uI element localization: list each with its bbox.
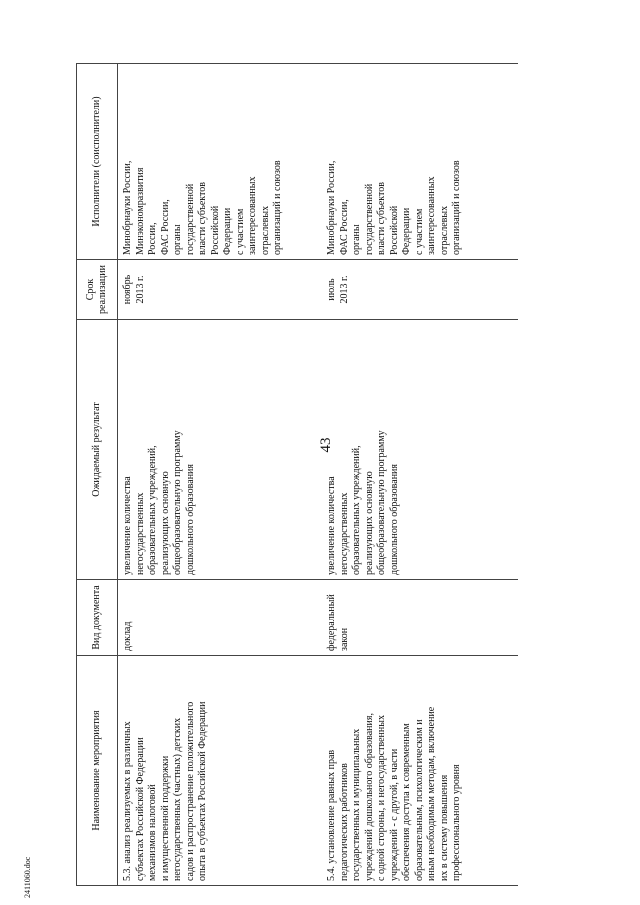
cell-text-line: организаций и союзов [272,160,283,255]
cell-text-line: России, [147,222,158,255]
header-name: Наименование мероприятия [77,656,118,886]
cell-text-line: Минобрнауки России, [122,160,133,255]
cell-text-line: негосударственных [338,492,350,575]
cell-text-line: государственной [363,183,375,255]
measures-table [76,63,518,886]
cell-executors [320,64,518,260]
cell-text-line: доклад [122,621,133,651]
cell-text-line: закон [338,627,350,651]
cell-text-line: заинтересованных [426,176,437,255]
cell-text-line: 5.3. анализ реализуемых в различных [122,721,133,881]
table-row [118,64,321,886]
cell-text-line: образовательных учреждений, [351,445,362,575]
cell-text-line: органы [172,224,183,255]
cell-text-line: педагогических работников [338,763,350,881]
table-header-row [77,64,118,886]
cell-text-line: негосударственных [134,492,146,575]
cell-text-line: опыта в субъектах Российской Федерации [197,701,208,881]
cell-executors [118,64,321,260]
cell-text-line: ноябрь [122,274,133,305]
cell-text-line: и имущественной поддержки [159,755,171,881]
cell-text-line: власти субъектов [197,182,208,255]
cell-text-line: общеобразовательную программу [172,430,183,575]
cell-text-line: 2013 г. [134,275,146,304]
cell-text-line: их в систему повышения [438,774,450,881]
cell-text-line: отраслевых [259,205,271,255]
cell-text-line: отраслевых [438,205,450,255]
cell-text-line: 5.4. установление равных прав [326,749,337,881]
cell-text-line: с участием [413,208,425,255]
cell-text-line: органы [351,224,362,255]
cell-text-line: Минэкономразвития [134,167,146,255]
header-doc-type: Вид документа [77,580,118,656]
cell-text-line: садов и распространение положительного [184,701,196,881]
cell-text-line: ФАС России, [338,199,350,255]
cell-text-line: федеральный [326,594,337,651]
measures-table-container [76,64,496,886]
cell-text-line: учреждений дошкольного образования, [363,713,375,881]
cell-text-line: иным необходимым методам, включение [426,706,437,881]
cell-doc-type [118,580,321,656]
cell-text-line: организаций и союзов [451,160,462,255]
cell-name [320,656,518,886]
cell-text-line: 2013 г. [338,275,350,304]
cell-deadline [320,260,518,320]
cell-text-line: общеобразовательную программу [376,430,387,575]
page-number: 43 [318,437,334,453]
cell-text-line: с участием [234,208,246,255]
cell-text-line: государственных и муниципальных [351,728,362,881]
cell-text-line: дошкольного образования [388,463,400,575]
cell-text-line: Российской [388,205,400,255]
cell-text-line: учреждений - с другой, в части [388,748,400,881]
cell-text-line: реализующих основную [363,471,375,575]
cell-text-line: государственной [184,183,196,255]
cell-text-line: Федерации [401,207,412,255]
cell-text-line: увеличение количества [326,476,337,575]
cell-text-line: профессионального уровня [451,764,462,881]
cell-text-line: увеличение количества [122,476,133,575]
cell-text-line: июль [326,278,337,301]
cell-text-line: дошкольного образования [184,463,196,575]
cell-text-line: Федерации [222,207,233,255]
header-result: Ожидаемый результат [77,320,118,580]
cell-text-line: реализующих основную [159,471,171,575]
cell-text-line: механизмов налоговой [147,784,158,881]
cell-name [118,656,321,886]
cell-text-line: Российской [209,205,221,255]
header-executors: Исполнители (соисполнители) [77,64,118,260]
cell-text-line: ФАС России, [159,199,171,255]
cell-text-line: образовательным, психологическим и [413,719,425,881]
cell-text-line: заинтересованных [247,176,258,255]
cell-result [118,320,321,580]
header-deadline: Срок реализации [77,260,118,320]
cell-text-line: негосударственных (частных) детских [172,717,183,881]
cell-result [320,320,518,580]
cell-deadline [118,260,321,320]
cell-text-line: обеспечения доступа к современным [401,723,412,881]
cell-text-line: власти субъектов [376,182,387,255]
cell-text-line: образовательных учреждений, [147,445,158,575]
table-row [320,64,518,886]
file-id: 2411060.doc [23,856,32,898]
cell-text-line: Минобрнауки России, [326,160,337,255]
cell-doc-type [320,580,518,656]
cell-text-line: субъектах Российской Федерации [134,737,146,881]
cell-text-line: с одной стороны, и негосударственных [376,715,387,881]
